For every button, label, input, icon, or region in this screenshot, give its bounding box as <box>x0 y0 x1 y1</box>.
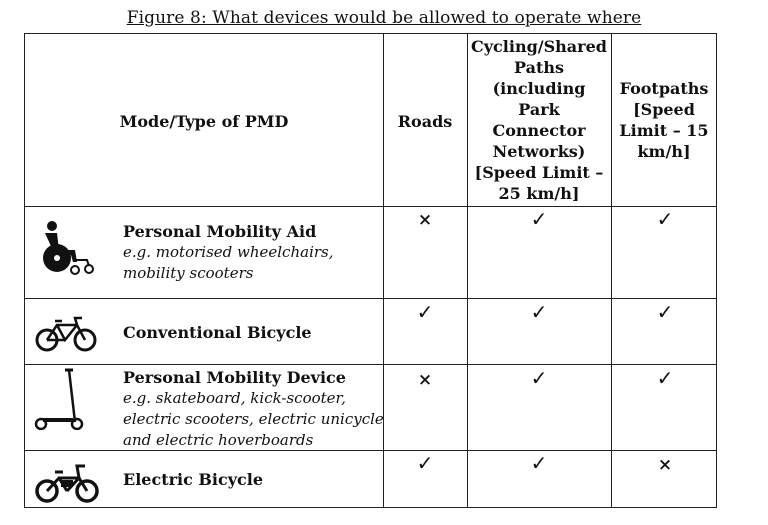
check-mark: ✓ <box>530 451 548 475</box>
figure-caption: Figure 8: What devices would be allowed to operate where <box>126 8 642 28</box>
mode-title: Electric Bicycle <box>123 470 264 489</box>
mode-examples: e.g. motorised wheelchairs, mobility scooters <box>123 243 334 282</box>
check-mark: ✓ <box>656 207 674 231</box>
table-divider <box>25 364 716 365</box>
kick-scooter-icon <box>33 368 89 430</box>
check-mark: ✓ <box>416 300 434 324</box>
mode-title: Personal Mobility Device <box>123 368 346 387</box>
electric-bicycle-icon <box>35 460 99 504</box>
pmd-rules-table <box>24 33 717 508</box>
table-divider <box>25 206 716 207</box>
cross-mark: × <box>417 210 433 230</box>
check-mark: ✓ <box>416 451 434 475</box>
cross-mark: × <box>417 370 433 390</box>
mode-title: Personal Mobility Aid <box>123 222 317 241</box>
check-mark: ✓ <box>656 366 674 390</box>
header-roads: Roads <box>397 112 453 131</box>
cross-mark: × <box>657 455 673 475</box>
check-mark: ✓ <box>530 366 548 390</box>
header-footpaths: Footpaths [Speed Limit – 15 km/h] <box>619 79 709 161</box>
header-cycling-paths: Cycling/Shared Paths (including Park Connector Networks) [Speed Limit – 25 km/h] <box>471 37 607 203</box>
mode-title: Conventional Bicycle <box>123 323 312 342</box>
check-mark: ✓ <box>530 300 548 324</box>
check-mark: ✓ <box>656 300 674 324</box>
check-mark: ✓ <box>530 207 548 231</box>
table-divider <box>25 298 716 299</box>
wheelchair-icon <box>39 220 97 276</box>
mode-examples: e.g. skateboard, kick-scooter, electric scooters, electric unicycle and electric hoverboards <box>123 389 384 449</box>
header-mode: Mode/Type of PMD <box>119 112 289 131</box>
bicycle-icon <box>35 315 97 353</box>
